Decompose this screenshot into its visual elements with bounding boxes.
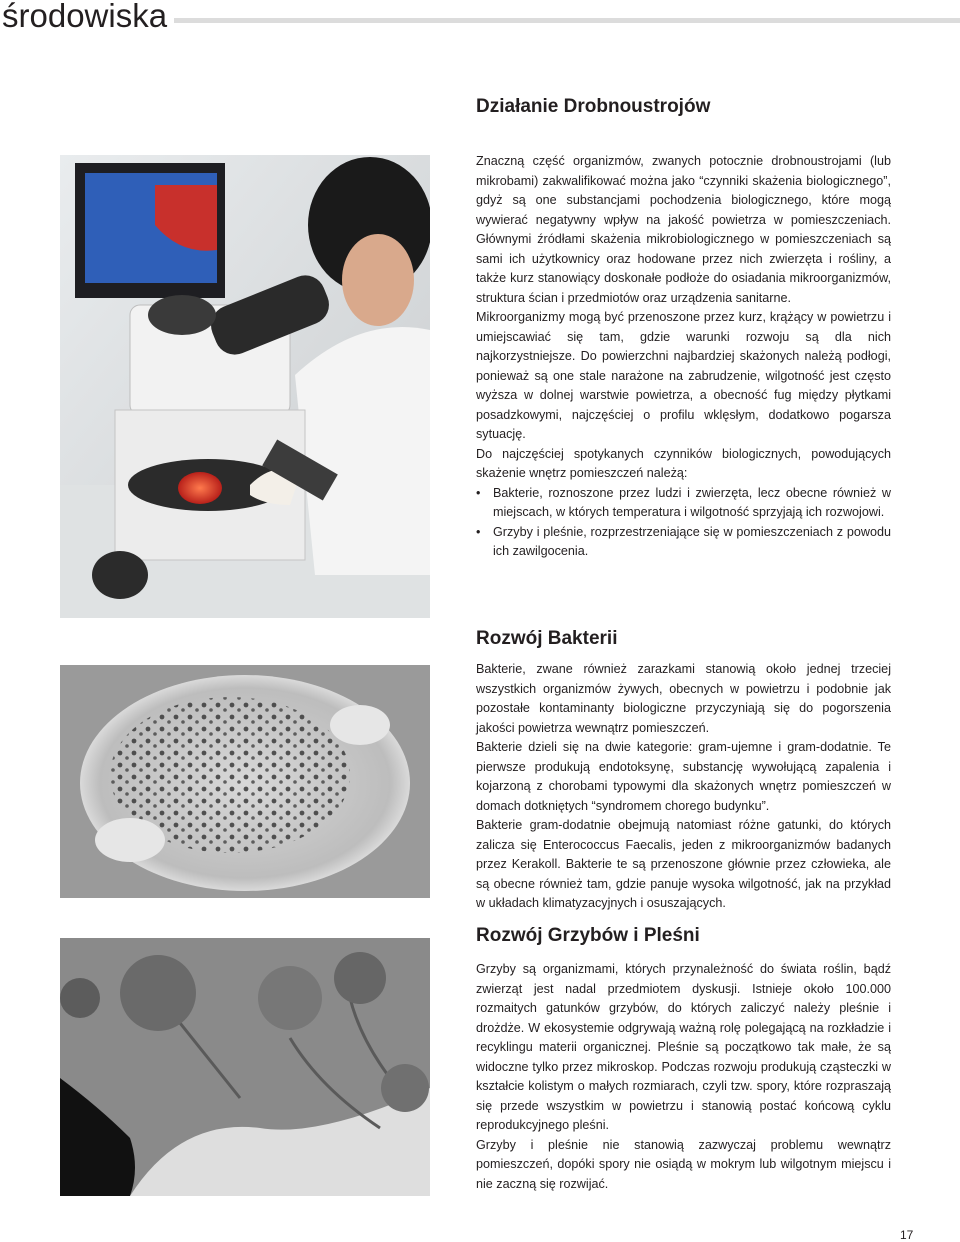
- bullet-list: [476, 484, 891, 562]
- paragraph: Mikroorganizmy mogą być przenoszone przez kurz, krążący w powietrzu i umiejscawiać się tam, gdzie warunki rozwoju są dla nich najkorzystniejsze. Do powierzchni najbardziej skażonych należą podłogi, ponieważ są one stale narażone na zabrudzenie, wilgotność jest często wyższa w dolnej warstwie powietrza, a obecność fug między płytkami posadzkowymi, najczęściej o profilu wklęsłym, dodatkowo pogarsza sytuację.: [476, 310, 891, 441]
- page-number: 17: [900, 1228, 914, 1242]
- bullet-item: • Bakterie, roznoszone przez ludzi i zwierzęta, lecz obecne również w miejscach, w których temperatura i wilgotność sprzyjają ich rozwojowi.: [476, 484, 891, 523]
- section-body-drobnoustroje: [476, 152, 891, 562]
- section-title-grzyby: Rozwój Grzybów i Pleśni: [476, 925, 700, 946]
- page-header: [0, 0, 960, 40]
- paragraph: Bakterie, zwane również zarazkami stanowią około jednej trzeciej wszystkich organizmów żywych, obecnych w powietrzu i podobnie jak pozostałe kontaminanty biologiczne przyczyniają się do pogorszenia jakości powietrza wewnątrz pomieszczeń.: [476, 662, 891, 735]
- paragraph: Bakterie gram-dodatnie obejmują natomiast różne gatunki, do których zalicza się Enterococcus Faecalis, jeden z mikroorganizmów badanych przez Kerakoll. Bakterie te są przenoszone głównie przez człowieka, ale są obecne również tam, gdzie panuje wysoka wilgotność, jak na przykład w układach klimatyzacyjnych i osuszających.: [476, 818, 891, 910]
- bullet-item: • Grzyby i pleśnie, rozprzestrzeniające się w pomieszczeniach z powodu ich zawilgocenia.: [476, 523, 891, 562]
- microscope-photo: [60, 155, 430, 618]
- section-title-bakterie: Rozwój Bakterii: [476, 628, 618, 649]
- paragraph: Grzyby i pleśnie nie stanowią zazwyczaj problemu wewnątrz pomieszczeń, dopóki spory nie osiądą w mokrym lub wilgotnym miejscu i nie zaczną się rozwijać.: [476, 1137, 891, 1191]
- section-title-drobnoustroje: Działanie Drobnoustrojów: [476, 96, 711, 117]
- bacteria-colony-photo: [60, 665, 430, 898]
- paragraph: Grzyby są organizmami, których przynależność do świata roślin, bądź zwierząt jest nadal przedmiotem dyskusji. Istnieje około 100.000 rozmaitych gatunków grzybów, do których zaliczyć należy pleśnie i drożdże. W ekosystemie odgrywają ważną rolę polegającą na rozkładzie i recyklingu materii organicznej. Pleśnie są początkowo tak małe, że są widoczne tylko przez mikroskop. Podczas rozwoju produkują cząsteczki w kształcie kolistym o małych rozmiarach, czyli tzw. spory, które rozpraszają się przede wszystkim w powietrzu i stanowią postać końcową cyklu reprodukcyjnego pleśni.: [476, 962, 891, 1132]
- header-rule: [174, 18, 960, 23]
- section-body-bakterie: [476, 660, 891, 914]
- paragraph: Bakterie dzieli się na dwie kategorie: gram-ujemne i gram-dodatnie. Te pierwsze produkują endotoksynę, substancję wywołującą zapalenia i kojarzoną z chorobami typowymi dla skażonych wnętrz pomieszczeń w domach dotkniętych “syndromem chorego budynku”.: [476, 740, 891, 813]
- paragraph: Znaczną część organizmów, zwanych potocznie drobnoustrojami (lub mikrobami) zakwalifikować można jako “czynniki skażenia biologicznego”, gdyż są one substancjami pochodzenia biologicznego, które mogą wywierać negatywny wpływ na jakość powietrza w pomieszczeniach. Głównymi źródłami skażenia mikrobiologicznego w pomieszczeniach są sami ich użytkownicy oraz hodowane przez nich zwierzęta i rośliny, a także kurz stanowiący doskonałe podłoże do osiadania mikroorganizmów, struktura ścian i przedmiotów oraz urządzenia sanitarne.: [476, 154, 891, 305]
- mould-spores-photo: [60, 938, 430, 1196]
- paragraph: Do najczęściej spotykanych czynników biologicznych, powodujących skażenie wnętrz pomieszczeń należą:: [476, 446, 891, 480]
- page-title: środowiska: [2, 0, 168, 34]
- section-body-grzyby: [476, 960, 891, 1194]
